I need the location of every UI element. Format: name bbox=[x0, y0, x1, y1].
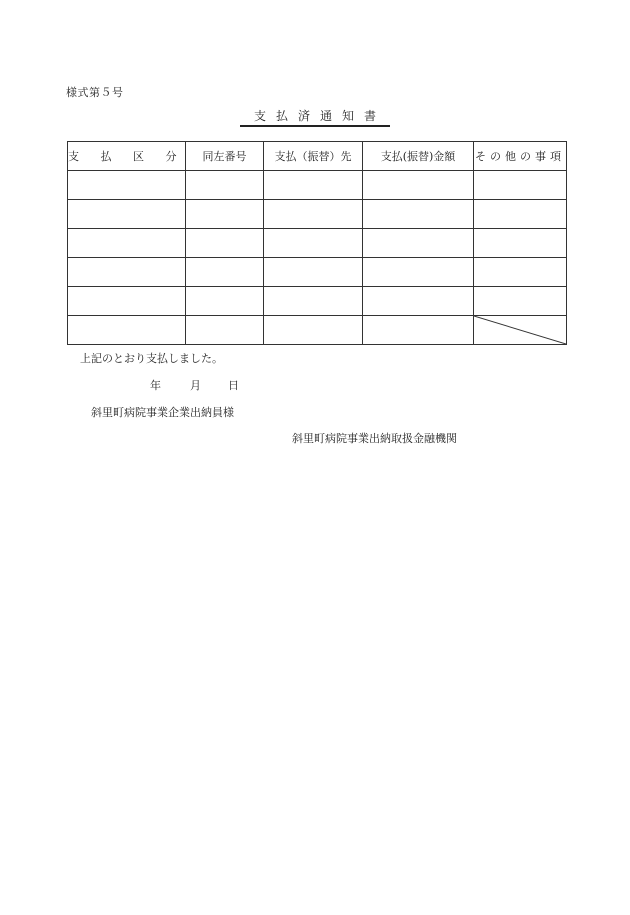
table-cell[interactable] bbox=[363, 258, 474, 287]
header-payee: 支払（振替）先 bbox=[264, 142, 363, 171]
table-row bbox=[68, 200, 567, 229]
table-cell[interactable] bbox=[264, 200, 363, 229]
table-cell[interactable] bbox=[264, 171, 363, 200]
table-cell[interactable] bbox=[474, 229, 567, 258]
table-row bbox=[68, 229, 567, 258]
addressee: 斜里町病院事業企業出納員様 bbox=[91, 406, 234, 419]
table-cell[interactable] bbox=[68, 200, 186, 229]
header-amount: 支払(振替)金額 bbox=[363, 142, 474, 171]
date-year: 年 bbox=[150, 379, 161, 392]
date-month: 月 bbox=[190, 379, 201, 392]
table-cell[interactable] bbox=[186, 171, 264, 200]
table-cell[interactable] bbox=[68, 316, 186, 345]
date-line bbox=[150, 377, 239, 393]
payment-table bbox=[67, 141, 567, 345]
table-cell[interactable] bbox=[363, 287, 474, 316]
header-same-number: 同左番号 bbox=[186, 142, 264, 171]
table-header-row bbox=[68, 142, 567, 171]
table-cell[interactable] bbox=[363, 171, 474, 200]
table-cell[interactable] bbox=[264, 287, 363, 316]
table-cell[interactable] bbox=[264, 316, 363, 345]
table-cell[interactable] bbox=[264, 258, 363, 287]
table-cell[interactable] bbox=[474, 171, 567, 200]
document-title-wrapper bbox=[0, 108, 630, 127]
table-cell[interactable] bbox=[474, 287, 567, 316]
table-row-total bbox=[68, 316, 567, 345]
date-day: 日 bbox=[228, 379, 239, 392]
document-title: 支払済通知書 bbox=[240, 108, 390, 127]
table-cell[interactable] bbox=[474, 258, 567, 287]
diagonal-strike-cell bbox=[474, 316, 567, 345]
form-number: 様式第５号 bbox=[66, 86, 124, 99]
table-cell[interactable] bbox=[474, 200, 567, 229]
table-cell[interactable] bbox=[264, 229, 363, 258]
sender: 斜里町病院事業出納取扱金融機関 bbox=[292, 432, 457, 445]
table-cell[interactable] bbox=[363, 316, 474, 345]
table-cell[interactable] bbox=[186, 287, 264, 316]
table-cell[interactable] bbox=[68, 171, 186, 200]
payment-statement: 上記のとおり支払しました。 bbox=[80, 352, 223, 365]
table-cell[interactable] bbox=[68, 229, 186, 258]
table-cell[interactable] bbox=[186, 316, 264, 345]
table-cell[interactable] bbox=[186, 200, 264, 229]
table-cell[interactable] bbox=[363, 200, 474, 229]
table-cell[interactable] bbox=[68, 287, 186, 316]
table-cell[interactable] bbox=[186, 229, 264, 258]
diagonal-line bbox=[474, 316, 566, 344]
table-row bbox=[68, 258, 567, 287]
table-row bbox=[68, 171, 567, 200]
table-cell[interactable] bbox=[186, 258, 264, 287]
table-cell[interactable] bbox=[363, 229, 474, 258]
header-other-matters: その他の事項 bbox=[474, 142, 567, 171]
header-payment-category: 支 払 区 分 bbox=[68, 142, 186, 171]
table-cell[interactable] bbox=[68, 258, 186, 287]
table-row bbox=[68, 287, 567, 316]
